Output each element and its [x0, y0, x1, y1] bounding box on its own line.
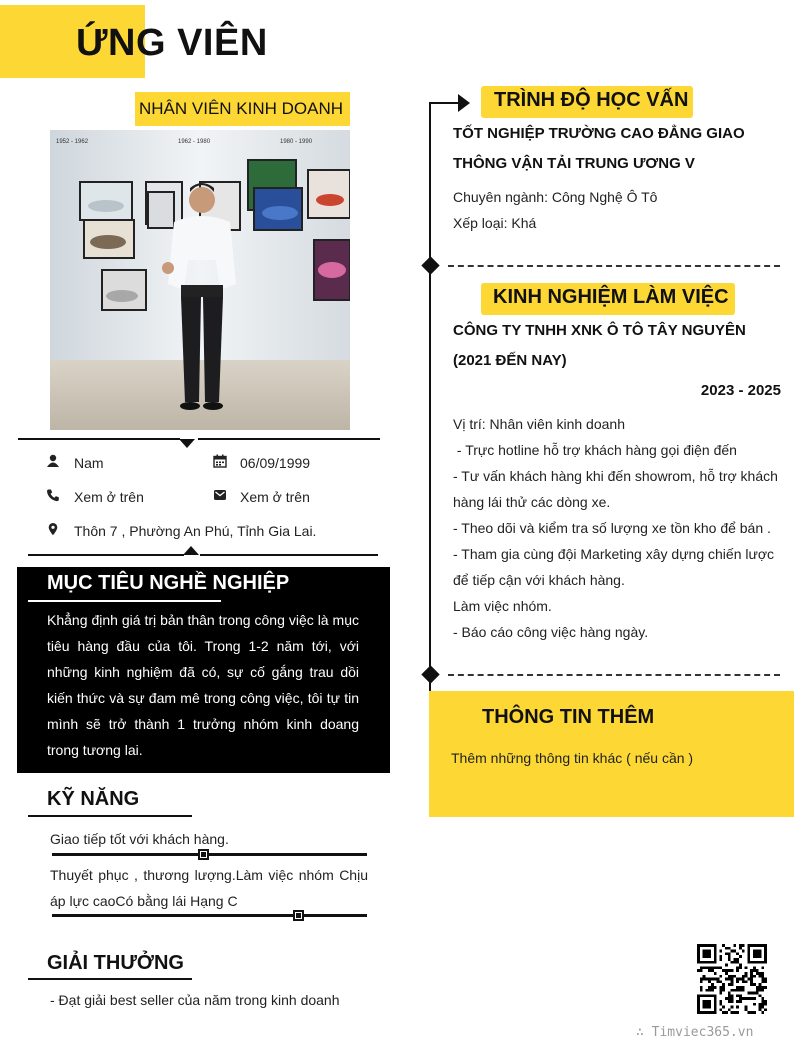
skill-level-2 [293, 910, 304, 921]
candidate-name: ỨNG VIÊN [76, 22, 268, 64]
gender-value: Nam [74, 455, 104, 471]
wall-label: 1962 - 1980 [178, 139, 211, 145]
awards-title-underline [28, 978, 192, 980]
skill-level-1 [198, 849, 209, 860]
info-top-rule-right [198, 438, 380, 440]
awards-title: GIẢI THƯỞNG [47, 952, 184, 974]
watermark: ∴ Timviec365.vn [636, 1025, 754, 1040]
timeline-node [421, 256, 439, 274]
objective-title-underline [28, 600, 221, 602]
phone-value: Xem ở trên [74, 489, 144, 505]
timeline-node [421, 665, 439, 683]
qr-code-icon [697, 944, 767, 1014]
info-pointer-down [179, 439, 195, 448]
info-bottom-rule-right [200, 554, 378, 556]
objective-title: MỤC TIÊU NGHỀ NGHIỆP [47, 572, 290, 594]
skill-item-1: Giao tiếp tốt với khách hàng. [50, 831, 229, 847]
wall-label: 1952 - 1962 [56, 139, 89, 145]
extra-info-title: THÔNG TIN THÊM [482, 706, 655, 728]
experience-line: - Tham gia cùng đội Marketing xây dựng chiến lược để tiếp cận với khách hàng. [453, 546, 775, 588]
experience-line: - Tư vấn khách hàng khi đến showrom, hỗ trợ khách hàng lái thử các dòng xe. [453, 468, 778, 510]
experience-line: - Trực hotline hỗ trợ khách hàng gọi điện đến [453, 442, 737, 458]
timeline-line [429, 104, 431, 714]
experience-company: CÔNG TY TNHH XNK Ô TÔ TÂY NGUYÊN (2021 ĐẾN NAY) [453, 322, 746, 369]
user-icon [46, 454, 60, 468]
calendar-icon [213, 454, 227, 468]
education-major: Chuyên ngành: Công Nghệ Ô Tô [453, 189, 658, 205]
address-value: Thôn 7 , Phường An Phú, Tỉnh Gia Lai. [74, 523, 317, 539]
job-position: NHÂN VIÊN KINH DOANH [135, 92, 350, 126]
section-divider [448, 674, 780, 676]
skills-title: KỸ NĂNG [47, 788, 140, 810]
experience-line: - Báo cáo công việc hàng ngày. [453, 624, 649, 640]
experience-line: Vị trí: Nhân viên kinh doanh [453, 416, 625, 432]
candidate-photo [50, 130, 350, 430]
info-pointer-up [183, 546, 199, 555]
experience-line: - Theo dõi và kiểm tra số lượng xe tồn kho để bán . [453, 520, 771, 536]
birthday-value: 06/09/1999 [240, 455, 311, 471]
location-icon [46, 522, 60, 536]
education-title: TRÌNH ĐỘ HỌC VẤN [494, 89, 689, 111]
info-top-rule-left [18, 438, 180, 440]
info-bottom-rule-left [28, 554, 184, 556]
skills-title-underline [28, 815, 192, 817]
extra-info-text: Thêm những thông tin khác ( nếu cần ) [451, 750, 694, 766]
experience-title: KINH NGHIỆM LÀM VIỆC [493, 286, 729, 308]
arrow-right-icon [458, 94, 470, 112]
education-grade: Xếp loại: Khá [453, 215, 537, 231]
phone-icon [46, 488, 60, 502]
skill-item-2: Thuyết phục , thương lượng.Làm việc nhóm Chịu áp lực caoCó bằng lái Hạng C [50, 867, 368, 909]
awards-text: - Đạt giải best seller của năm trong kinh doanh [50, 992, 340, 1008]
email-value: Xem ở trên [240, 489, 310, 505]
email-icon [213, 488, 227, 502]
wall-label: 1980 - 1990 [280, 139, 313, 145]
timeline-arrow-stem-top [429, 102, 459, 104]
skill-bar-1 [52, 853, 367, 856]
section-divider [448, 265, 780, 267]
objective-text: Khẳng định giá trị bản thân trong công việc là mục tiêu hàng đầu của tôi. Trong 1-2 năm tới, với những kinh nghiệm đã có, sự cố gắng trau dồi kiến thức và sự đam mê trong công việc, tôi tự tin mình sẽ trở thành 1 trưởng nhóm kinh doang trong tương lai. [47, 612, 359, 758]
skill-bar-2 [52, 914, 367, 917]
experience-line: Làm việc nhóm. [453, 598, 552, 614]
experience-period: 2023 - 2025 [700, 382, 781, 399]
education-school: TỐT NGHIỆP TRƯỜNG CAO ĐẲNG GIAO THÔNG VẬN TẢI TRUNG ƯƠNG V [453, 125, 745, 172]
